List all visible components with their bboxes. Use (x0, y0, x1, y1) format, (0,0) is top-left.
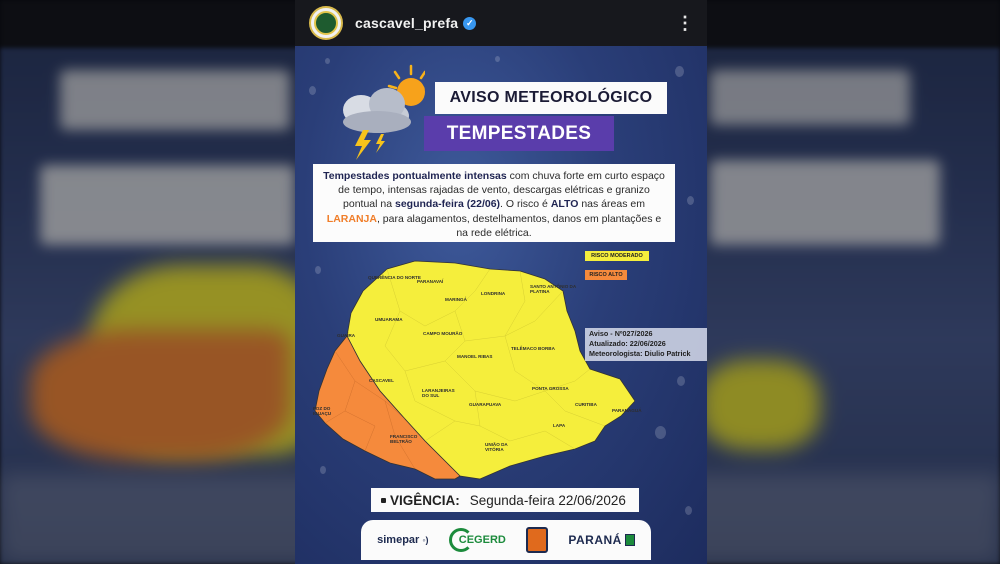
desc-part1: Tempestades pontualmente intensas (323, 170, 507, 182)
parana-logo (568, 533, 634, 547)
city-londrina: LONDRINA (481, 291, 506, 296)
alert-subtitle: TEMPESTADES (424, 116, 614, 151)
cegerd-text: CEGERD (458, 534, 506, 546)
vigencia-label: VIGÊNCIA: (390, 492, 460, 508)
city-paranavai: PARANAVAÍ (417, 279, 444, 284)
simepar-text: simepar (377, 534, 420, 546)
verified-badge-icon: ✓ (463, 17, 476, 30)
city-lapa: LAPA (553, 423, 566, 428)
city-uniao-vitoria: UNIÃO DA VITÓRIA (485, 442, 508, 453)
city-curitiba: CURITIBA (575, 402, 597, 407)
city-campo-mourao: CAMPO MOURÃO (423, 331, 463, 336)
post-image (295, 46, 707, 564)
city-umuarama: UMUARAMA (375, 317, 403, 322)
city-laranjeiras: LARANJEIRAS DO SUL (422, 388, 455, 399)
legend-high-risk: RISCO ALTO (585, 270, 627, 280)
storm-cloud-sun-icon (325, 64, 425, 164)
city-telemaco: TELÊMACO BORBA (511, 346, 555, 351)
city-querencia: QUERÊNCIA DO NORTE (368, 275, 421, 280)
city-manoel-ribas: MANOEL RIBAS (457, 354, 493, 359)
parana-risk-map (305, 251, 635, 481)
defesa-civil-logo (526, 527, 548, 553)
desc-part3: segunda-feira (22/06) (395, 198, 501, 211)
desc-part4: . O risco é (500, 198, 551, 211)
vigencia-bar (371, 488, 639, 512)
post-header (295, 0, 707, 46)
desc-part8: , para alagamentos, destelhamentos, danos em plantações e na rede elétrica. (376, 212, 662, 239)
city-francisco-beltrao: FRANCISCO BELTRÃO (390, 434, 418, 445)
username[interactable]: cascavel_prefa (355, 15, 459, 31)
left-shade (0, 0, 295, 564)
partner-logos (361, 520, 651, 560)
alert-title: AVISO METEOROLÓGICO (435, 82, 667, 114)
simepar-logo (377, 534, 428, 546)
aviso-meteorologist: Meteorologista: Diulio Patrick (589, 349, 691, 359)
legend-moderate-risk: RISCO MODERADO (585, 251, 649, 261)
signal-icon: ◦) (422, 535, 429, 545)
desc-part5: ALTO (550, 198, 579, 211)
city-cascavel: CASCAVEL (369, 378, 394, 383)
city-guarapuava: GUARAPUAVA (469, 402, 502, 407)
alert-description (313, 164, 675, 242)
desc-part6: nas áreas em (578, 198, 645, 211)
more-options-icon[interactable]: ⋮ (676, 13, 693, 33)
city-santo-antonio: SANTO ANTÔNIO DA PLATINA (530, 284, 577, 295)
city-guaira: GUAÍRA (337, 333, 356, 338)
aviso-updated: Atualizado: 22/06/2026 (589, 339, 666, 349)
avatar[interactable] (309, 6, 343, 40)
aviso-number: Aviso - Nº027/2026 (589, 329, 653, 338)
bullet-icon (381, 498, 386, 503)
vigencia-value: Segunda-feira 22/06/2026 (469, 492, 626, 508)
right-shade (707, 0, 1000, 564)
city-maringa: MARINGÁ (445, 297, 467, 302)
city-foz: FOZ DO IGUAÇU (313, 406, 332, 417)
aviso-info (585, 328, 707, 361)
city-paranagua: PARANAGUÁ (612, 408, 642, 413)
parana-text: PARANÁ (568, 533, 622, 547)
parana-shield-icon (625, 534, 635, 546)
city-ponta-grossa: PONTA GROSSA (532, 386, 569, 391)
desc-part7: LARANJA (326, 212, 377, 225)
desc-part2: com chuva forte em curto espaço de tempo, intensas rajadas de vento, descargas elétricas e granizo pontual na (338, 170, 665, 211)
cegerd-logo (449, 528, 506, 552)
